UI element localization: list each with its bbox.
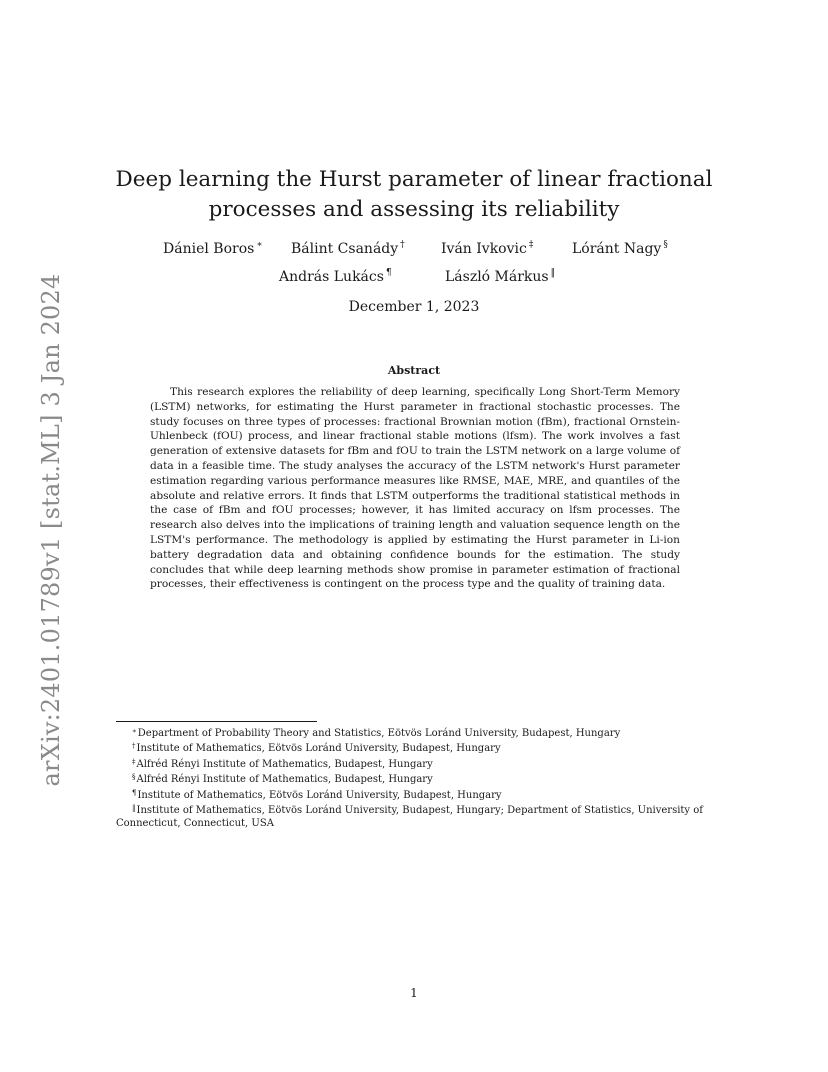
footnote-text: Institute of Mathematics, Eötvös Loránd University, Budapest, Hungary xyxy=(136,743,501,755)
footnote xyxy=(116,740,716,755)
author-name: Dániel Boros xyxy=(163,241,255,257)
author xyxy=(441,240,533,257)
author-name: Lóránt Nagy xyxy=(572,241,662,257)
affiliation-mark: † xyxy=(400,240,405,250)
affiliation-mark: ‡ xyxy=(528,240,534,250)
abstract-heading: Abstract xyxy=(387,364,441,377)
author-name: László Márkus xyxy=(445,269,549,285)
footnote-divider xyxy=(116,721,317,722)
footnote-mark: § xyxy=(132,773,136,782)
footnote-mark: ‖ xyxy=(132,804,136,813)
footnote-text: Institute of Mathematics, Eötvös Loránd University, Budapest, Hungary; Department of Statistics, University of Connecticut, Connecticut, USA xyxy=(116,805,703,830)
affiliation-mark: § xyxy=(663,240,668,250)
footnote-mark: ∗ xyxy=(132,727,137,735)
footnote-mark: ¶ xyxy=(132,788,137,797)
publication-date: December 1, 2023 xyxy=(348,299,480,315)
author-name: Iván Ivkovic xyxy=(441,241,527,257)
footnote-text: Alfréd Rényi Institute of Mathematics, Budapest, Hungary xyxy=(136,774,433,786)
footnote-text: Institute of Mathematics, Eötvös Loránd University, Budapest, Hungary xyxy=(137,789,502,801)
arxiv-identifier-stamp: arXiv:2401.01789v1 [stat.ML] 3 Jan 2024 xyxy=(37,273,65,787)
footnote-text: Alfréd Rényi Institute of Mathematics, Budapest, Hungary xyxy=(136,758,433,770)
author-name: Bálint Csanády xyxy=(291,241,399,257)
footnote xyxy=(116,787,716,802)
footnotes xyxy=(116,725,716,831)
paper-title: Deep learning the Hurst parameter of linear fractional processes and assessing its reliability xyxy=(115,167,713,222)
author xyxy=(445,268,555,285)
footnote-mark: † xyxy=(132,742,136,751)
footnote xyxy=(116,725,716,740)
affiliation-mark: ‖ xyxy=(550,268,556,278)
affiliation-mark: ∗ xyxy=(256,240,263,250)
author xyxy=(291,240,405,257)
footnote xyxy=(116,756,716,771)
author xyxy=(279,268,392,285)
author-name: András Lukács xyxy=(279,269,384,285)
page-number: 1 xyxy=(410,986,418,1000)
footnote xyxy=(116,802,716,831)
author xyxy=(572,240,668,257)
footnote-mark: ‡ xyxy=(132,757,136,766)
footnote xyxy=(116,771,716,786)
abstract-text: This research explores the reliability of deep learning, specifically Long Short-Term Memory (LSTM) networks, for estimating the Hurst parameter in fractional stochastic processes. The study focuses on three types of processes: fractional Brownian motion (fBm), fractional Ornstein-Uhlenbeck (fOU) process, and linear fractional stable motions (lfsm). The work involves a fast generation of extensive datasets for fBm and fOU to train the LSTM network on a large volume of data in a feasible time. The study analyses the accuracy of the LSTM network's Hurst parameter estimation regarding various performance measures like RMSE, MAE, MRE, and quantiles of the absolute and relative errors. It finds that LSTM outperforms the traditional statistical methods in the case of fBm and fOU processes; however, it has limited accuracy on lfsm processes. The research also delves into the implications of training length and valuation sequence length on the LSTM's performance. The methodology is applied by estimating the Hurst parameter in Li-ion battery degradation data and obtaining confidence bounds for the estimation. The study concludes that while deep learning methods show promise in parameter estimation of fractional processes, their effectiveness is contingent on the process type and the quality of training data. xyxy=(150,386,680,591)
affiliation-mark: ¶ xyxy=(385,268,392,278)
footnote-text: Department of Probability Theory and Statistics, Eötvös Loránd University, Budapest, Hungary xyxy=(137,728,621,739)
author xyxy=(163,240,262,257)
